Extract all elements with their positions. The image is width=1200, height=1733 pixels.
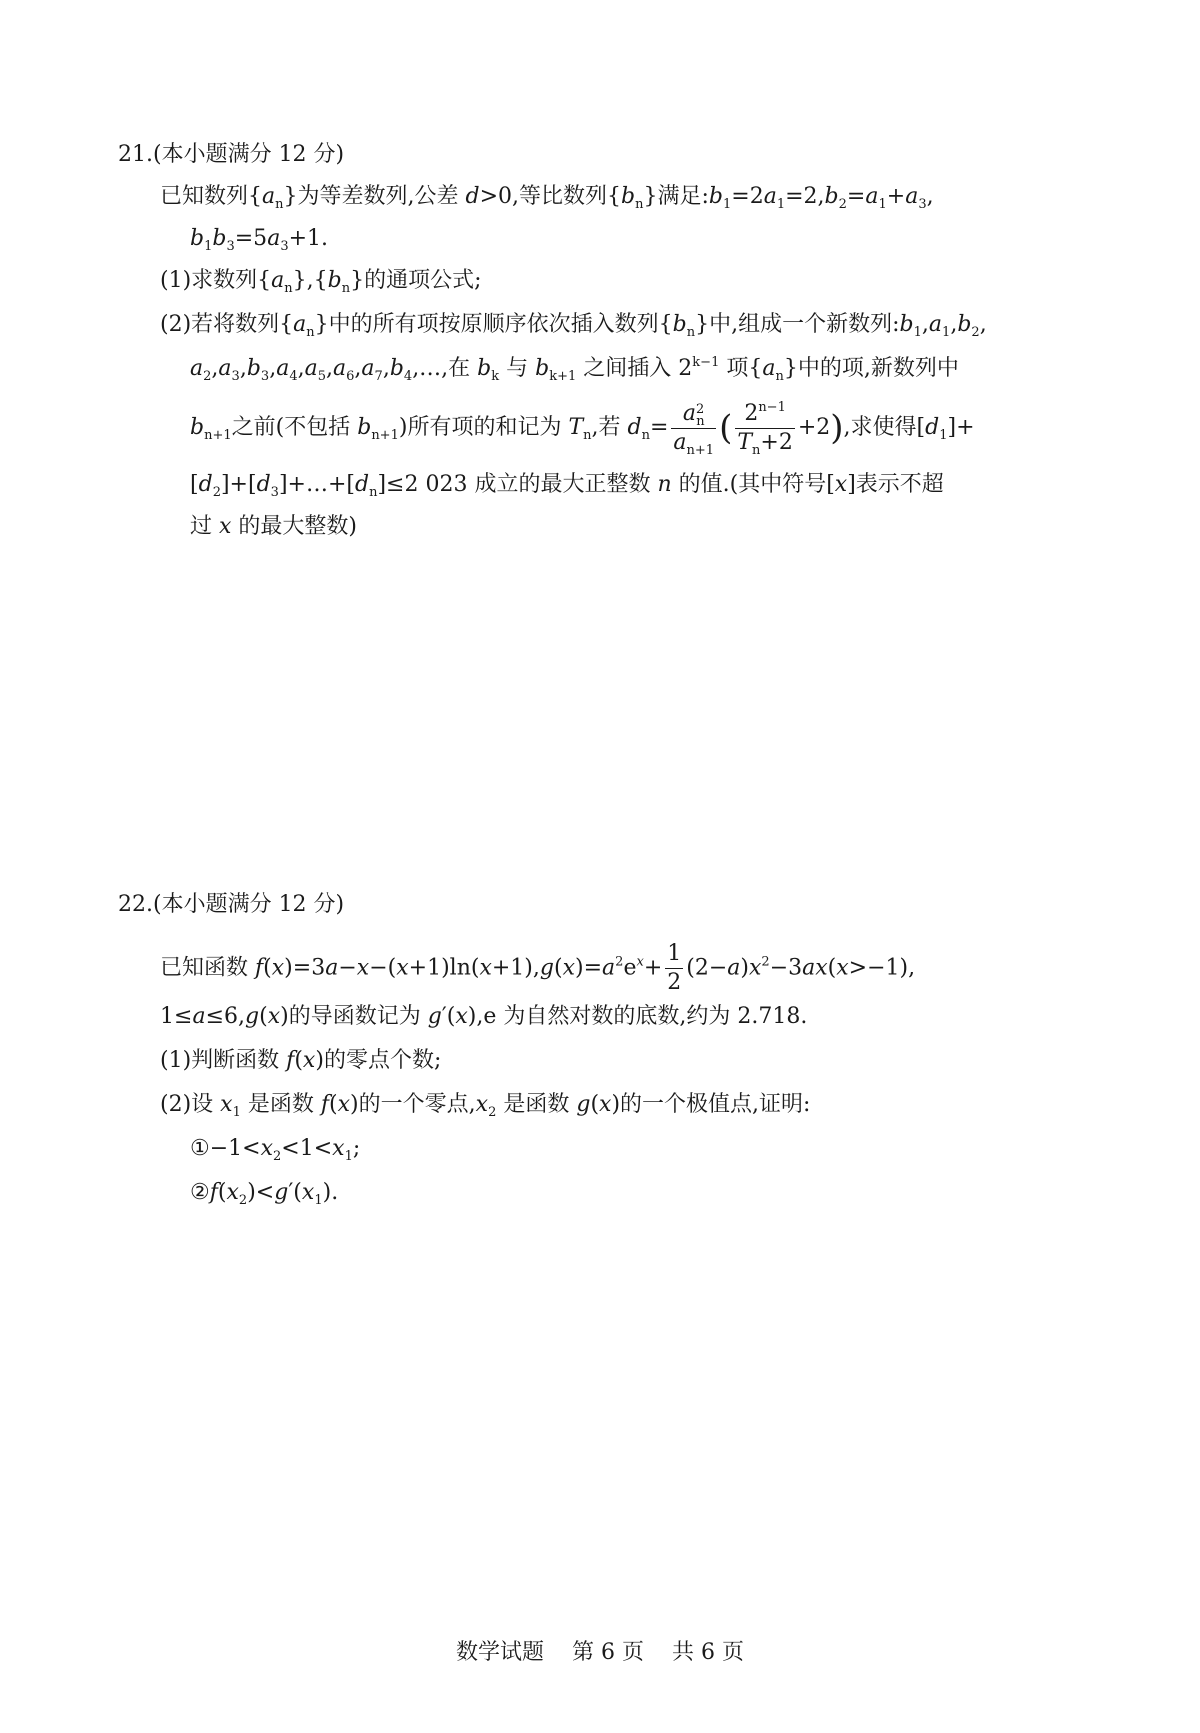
q21-header: 21.(本小题满分 12 分) (118, 142, 345, 167)
q21-line2: $b_1b_3=5a_3+1$. (190, 226, 329, 254)
q22-line1: 已知函数 $f(x)=3a-x-(x+1)\ln(x+1),g(x)=a^2e^x+$ $\frac{1}{2}$ $(2-a)x^2-3ax(x>-1)$, (160, 941, 916, 995)
q21-part1: (1)求数列$\{a_n\},\{b_n\}$的通项公式; (160, 268, 482, 296)
fraction-an2-over-an1: $\frac{a^2_n}{a_{n+1}}$ (673, 400, 715, 458)
fraction-2n1-over-tn2: $\frac{2^{n-1}}{T_n+2}$ (737, 399, 793, 458)
page-footer (0, 1635, 1200, 1666)
q22-part2: (2)设 $x_1$ 是函数 f(x)的一个零点$,x_2$ 是函数 g(x)的一个极值点,证明: (160, 1092, 811, 1120)
q22-header: 22.(本小题满分 12 分) (118, 892, 345, 917)
footer-page-number: 第 6 页 (572, 1640, 644, 1665)
q21-part2-line1: (2)若将数列$\{a_n\}$中的所有项按原顺序依次插入数列$\{b_n\}$中,组成一个新数列$:b_1,a_1,b_2$, (160, 312, 987, 340)
footer-title: 数学试题 (456, 1640, 545, 1665)
q21-part2-line4: $[d_2]+[d_3]+\dots+[d_n]\le 2$ 023 成立的最大正整数 n 的值.(其中符号[x]表示不超 (190, 472, 944, 500)
q21-part2-line5: 过 x 的最大整数) (190, 514, 357, 539)
footer-total-pages: 共 6 页 (672, 1640, 744, 1665)
q21-line1: 已知数列$\{a_n\}$为等差数列,公差 d>0,等比数列$\{b_n\}$满足$:b_1=2a_1=2,b_2=a_1+a_3$, (160, 184, 934, 212)
q22-line2: 1≤a≤6,g(x)的导函数记为 g′(x),e 为自然对数的底数,约为 2.718. (160, 1004, 808, 1029)
q21-part2-line2: $a_2,a_3,b_3,a_4,a_5,a_6,a_7,b_4,\dots$,在 $b_k$ 与 $b_{k+1}$ 之间插入 $2^{k-1}$ 项$\{a_n\}$中的项,新数列中 (190, 355, 959, 384)
q21-part2-line3: $b_{n+1}$之前(不包括 $b_{n+1}$)所有项的和记为 $T_n$,若 $d_n=$ $\frac{a^2_n}{a_{n+1}}$ ( $\frac{2^{n-1}}{T_n+2}$ +2),求使得$[d_1]+$ (190, 399, 975, 458)
q22-part1: (1)判断函数 f(x)的零点个数; (160, 1048, 442, 1073)
q22-claim2: $②f(x_2)<g'(x_1)$. (190, 1180, 339, 1208)
q22-claim1: $①-1<x_2<1<x_1$; (190, 1136, 361, 1164)
fraction-one-half: $\frac{1}{2}$ (667, 941, 682, 995)
